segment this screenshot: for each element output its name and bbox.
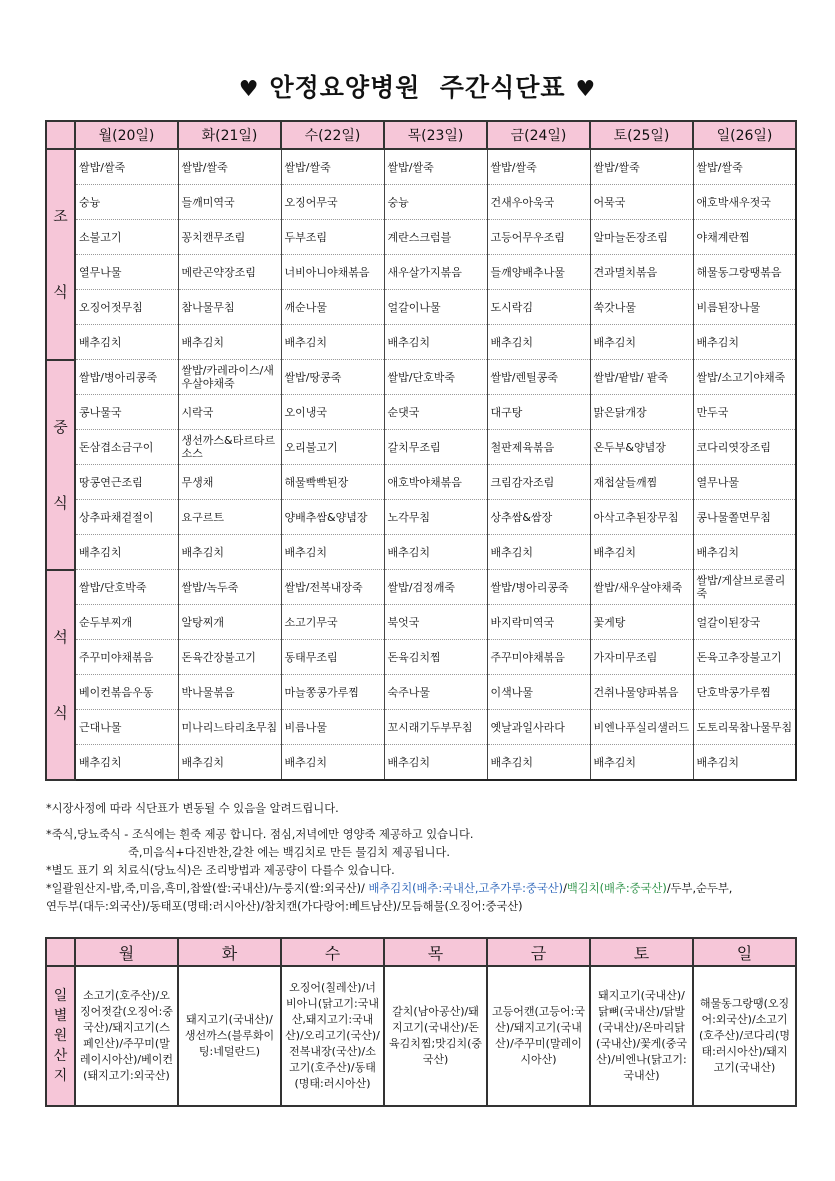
menu-item: 돈삼겹소금구이 [75, 430, 178, 465]
day-header: 목(23일) [384, 121, 487, 149]
menu-item: 숭늉 [384, 185, 487, 220]
weekly-menu-table [45, 120, 797, 781]
menu-item: 쌀밥/검정깨죽 [384, 570, 487, 605]
menu-item: 애호박야채볶음 [384, 465, 487, 500]
menu-row [46, 149, 796, 185]
menu-item: 쌀밥/병아리콩죽 [75, 360, 178, 395]
menu-item: 배추김치 [281, 325, 384, 360]
origin-day-header: 토 [590, 938, 693, 966]
menu-item: 노각무침 [384, 500, 487, 535]
menu-row [46, 430, 796, 465]
origin-cell: 오징어(칠레산)/너비아니(닭고기:국내산,돼지고기:국내산)/오리고기(국산)/전복내장(국산)/소고기(호주산)/동태(명태:러시아산) [281, 966, 384, 1106]
menu-item: 옛날과일사라다 [487, 710, 590, 745]
menu-item: 배추김치 [590, 325, 693, 360]
menu-row [46, 675, 796, 710]
menu-item: 쌀밥/새우살야채죽 [590, 570, 693, 605]
menu-item: 배추김치 [693, 535, 796, 570]
heart-icon: ♥ [238, 77, 260, 102]
menu-item: 쌀밥/게살브로콜리죽 [693, 570, 796, 605]
menu-item: 견과멸치볶음 [590, 255, 693, 290]
day-header: 수(22일) [281, 121, 384, 149]
menu-row [46, 570, 796, 605]
menu-item: 오이냉국 [281, 395, 384, 430]
origin-note-blue: 배추김치(배추:국내산,고추가루:중국산) [368, 882, 564, 895]
origin-header-row [46, 938, 796, 966]
note-line [46, 880, 806, 898]
menu-item: 박나물볶음 [178, 675, 281, 710]
menu-item: 쌀밥/쌀죽 [487, 149, 590, 185]
menu-item: 아삭고추된장무침 [590, 500, 693, 535]
note-line: 죽,미음식+다진반찬,갈찬 에는 백김치로 만든 물김치 제공됩니다. [128, 846, 450, 859]
menu-item: 배추김치 [178, 325, 281, 360]
menu-item: 배추김치 [487, 745, 590, 781]
menu-row [46, 745, 796, 781]
menu-item: 열무나물 [693, 465, 796, 500]
menu-item: 오징어젓무침 [75, 290, 178, 325]
menu-item: 오리불고기 [281, 430, 384, 465]
menu-item: 순댓국 [384, 395, 487, 430]
title-text: 안정요양병원 주간식단표 [269, 73, 566, 102]
note-line: *별도 표기 외 치료식(당뇨식)은 조리방법과 제공량이 다를수 있습니다. [46, 864, 395, 877]
menu-row [46, 605, 796, 640]
menu-item: 얼갈이나물 [384, 290, 487, 325]
menu-item: 건취나물양파볶음 [590, 675, 693, 710]
day-header: 월(20일) [75, 121, 178, 149]
menu-item: 비름된장나물 [693, 290, 796, 325]
menu-row [46, 185, 796, 220]
origin-cell: 돼지고기(국내산)/생선까스(블루화이팅:네덜란드) [178, 966, 281, 1106]
origin-cell: 고등어캔(고등어:국산)/돼지고기(국내산)/주꾸미(말레이시아산) [487, 966, 590, 1106]
menu-item: 열무나물 [75, 255, 178, 290]
menu-item: 비엔나푸실리샐러드 [590, 710, 693, 745]
page-title [0, 68, 835, 104]
menu-item: 배추김치 [693, 325, 796, 360]
menu-item: 쌀밥/소고기야채죽 [693, 360, 796, 395]
origin-note-sep: / [563, 882, 567, 895]
menu-item: 배추김치 [75, 745, 178, 781]
menu-item: 쌀밥/쌀죽 [590, 149, 693, 185]
day-header: 일(26일) [693, 121, 796, 149]
menu-item: 쌀밥/전복내장죽 [281, 570, 384, 605]
menu-item: 쌀밥/팥밥/ 팥죽 [590, 360, 693, 395]
menu-item: 가자미무조림 [590, 640, 693, 675]
menu-item: 메란곤약장조림 [178, 255, 281, 290]
origin-note-green: 백김치(배추:중국산) [566, 882, 667, 895]
menu-item: 배추김치 [281, 745, 384, 781]
menu-item: 크림감자조림 [487, 465, 590, 500]
menu-row [46, 535, 796, 570]
menu-item: 도시락김 [487, 290, 590, 325]
menu-item: 순두부찌개 [75, 605, 178, 640]
menu-item: 두부조림 [281, 220, 384, 255]
menu-item: 동태무조림 [281, 640, 384, 675]
menu-item: 배추김치 [178, 535, 281, 570]
menu-item: 쌀밥/병아리콩죽 [487, 570, 590, 605]
day-header: 토(25일) [590, 121, 693, 149]
menu-item: 해물동그랑땡볶음 [693, 255, 796, 290]
menu-item: 상추파채겉절이 [75, 500, 178, 535]
header-corner [46, 121, 75, 149]
menu-item: 고등어무우조림 [487, 220, 590, 255]
menu-item: 쌀밥/렌틸콩죽 [487, 360, 590, 395]
menu-item: 마늘쫑콩가루찜 [281, 675, 384, 710]
menu-item: 계란스크럼블 [384, 220, 487, 255]
menu-item: 배추김치 [590, 535, 693, 570]
menu-item: 건새우아욱국 [487, 185, 590, 220]
menu-item: 쌀밥/쌀죽 [693, 149, 796, 185]
origin-note-text: /두부,순두부, [666, 882, 733, 895]
menu-item: 오징어무국 [281, 185, 384, 220]
origin-note-text: *일괄원산지-밥,죽,미음,흑미,찹쌀(쌀:국내산)/누룽지(쌀:외국산)/ [46, 882, 369, 895]
menu-item: 돈육고추장불고기 [693, 640, 796, 675]
menu-item: 너비아니야채볶음 [281, 255, 384, 290]
note-line: 연두부(대두:외국산)/동태포(명태:러시아산)/참치캔(가다랑어:베트남산)/모듬해물(오징어:중국산) [46, 900, 523, 913]
menu-item: 배추김치 [384, 535, 487, 570]
menu-item: 베이컨볶음우동 [75, 675, 178, 710]
menu-item: 땅콩연근조림 [75, 465, 178, 500]
menu-item: 생선까스&타르타르소스 [178, 430, 281, 465]
menu-item: 참나물무침 [178, 290, 281, 325]
day-header: 금(24일) [487, 121, 590, 149]
origin-header-corner [46, 938, 75, 966]
menu-item: 꼬시래기두부무침 [384, 710, 487, 745]
meal-label: 중 식 [46, 360, 75, 570]
origin-day-header: 월 [75, 938, 178, 966]
meal-label: 조 식 [46, 149, 75, 360]
menu-item: 야채계란찜 [693, 220, 796, 255]
menu-item: 철판제육볶음 [487, 430, 590, 465]
menu-item: 쌀밥/단호박죽 [75, 570, 178, 605]
menu-item: 애호박새우젓국 [693, 185, 796, 220]
menu-item: 맑은닭개장 [590, 395, 693, 430]
menu-item: 알탕찌개 [178, 605, 281, 640]
menu-item: 숙주나물 [384, 675, 487, 710]
menu-item: 깨순나물 [281, 290, 384, 325]
menu-row [46, 465, 796, 500]
menu-item: 이색나물 [487, 675, 590, 710]
menu-item: 양배추쌈&양념장 [281, 500, 384, 535]
menu-item: 들깨미역국 [178, 185, 281, 220]
menu-row [46, 325, 796, 360]
day-header: 화(21일) [178, 121, 281, 149]
menu-item: 쌀밥/단호박죽 [384, 360, 487, 395]
menu-item: 쌀밥/쌀죽 [178, 149, 281, 185]
menu-item: 얼갈이된장국 [693, 605, 796, 640]
menu-item: 배추김치 [384, 745, 487, 781]
menu-item: 쌀밥/녹두죽 [178, 570, 281, 605]
menu-item: 쌀밥/카레라이스/새우살야채죽 [178, 360, 281, 395]
origin-cell: 소고기(호주산)/오징어젓갈(오징어:중국산)/돼지고기(스페인산)/주꾸미(말레이시아산)/베이컨(돼지고기:외국산) [75, 966, 178, 1106]
note-line: *시장사정에 따라 식단표가 변동될 수 있음을 알려드립니다. [46, 802, 339, 815]
menu-item: 근대나물 [75, 710, 178, 745]
menu-item: 배추김치 [178, 745, 281, 781]
menu-item: 돈육간장불고기 [178, 640, 281, 675]
menu-item: 단호박콩가루찜 [693, 675, 796, 710]
menu-item: 알마늘돈장조림 [590, 220, 693, 255]
menu-row [46, 360, 796, 395]
menu-item: 대구탕 [487, 395, 590, 430]
menu-item: 쌀밥/쌀죽 [75, 149, 178, 185]
menu-item: 배추김치 [384, 325, 487, 360]
origin-day-header: 일 [693, 938, 796, 966]
menu-item: 비름나물 [281, 710, 384, 745]
menu-item: 돈육김치찜 [384, 640, 487, 675]
menu-item: 꽁치캔무조림 [178, 220, 281, 255]
menu-item: 요구르트 [178, 500, 281, 535]
note-line: *죽식,당뇨죽식 - 조식에는 흰죽 제공 합니다. 점심,저녁에만 영양죽 제공하고 있습니다. [46, 828, 474, 841]
menu-item: 만두국 [693, 395, 796, 430]
origin-day-header: 금 [487, 938, 590, 966]
menu-item: 숭늉 [75, 185, 178, 220]
menu-item: 배추김치 [281, 535, 384, 570]
origin-day-header: 수 [281, 938, 384, 966]
origin-day-header: 화 [178, 938, 281, 966]
meal-label: 석 식 [46, 570, 75, 781]
menu-row [46, 640, 796, 675]
day-header-row [46, 121, 796, 149]
menu-item: 콩나물국 [75, 395, 178, 430]
menu-item: 미나리느타리초무침 [178, 710, 281, 745]
menu-row [46, 500, 796, 535]
menu-row [46, 395, 796, 430]
origin-row [46, 966, 796, 1106]
menu-item: 북엇국 [384, 605, 487, 640]
menu-item: 상추쌈&쌈장 [487, 500, 590, 535]
menu-item: 소불고기 [75, 220, 178, 255]
menu-item: 재첩살들깨찜 [590, 465, 693, 500]
origin-day-header: 목 [384, 938, 487, 966]
menu-item: 도토리묵참나물무침 [693, 710, 796, 745]
menu-item: 무생채 [178, 465, 281, 500]
menu-item: 소고기무국 [281, 605, 384, 640]
menu-item: 배추김치 [75, 325, 178, 360]
menu-item: 배추김치 [590, 745, 693, 781]
menu-item: 쑥갓나물 [590, 290, 693, 325]
menu-item: 갈치무조림 [384, 430, 487, 465]
origin-cell: 갈치(남아공산)/돼지고기(국내산)/돈육김치찜;맛김치(중국산) [384, 966, 487, 1106]
menu-item: 주꾸미야채볶음 [487, 640, 590, 675]
notes-section [46, 800, 806, 916]
menu-item: 어묵국 [590, 185, 693, 220]
menu-row [46, 220, 796, 255]
menu-row [46, 255, 796, 290]
menu-item: 새우살가지볶음 [384, 255, 487, 290]
menu-item: 배추김치 [75, 535, 178, 570]
origin-side-label: 일 별 원 산 지 [46, 966, 75, 1106]
menu-item: 배추김치 [693, 745, 796, 781]
heart-icon: ♥ [575, 77, 597, 102]
menu-row [46, 710, 796, 745]
menu-item: 쌀밥/쌀죽 [281, 149, 384, 185]
menu-item: 쌀밥/땅콩죽 [281, 360, 384, 395]
menu-item: 시락국 [178, 395, 281, 430]
menu-row [46, 290, 796, 325]
menu-item: 해물빡빡된장 [281, 465, 384, 500]
origin-cell: 해물동그랑땡(오징어:외국산)/소고기(호주산)/코다리(명태:러시아산)/돼지고기(국내산) [693, 966, 796, 1106]
menu-item: 배추김치 [487, 535, 590, 570]
menu-item: 쌀밥/쌀죽 [384, 149, 487, 185]
menu-item: 들깨양배추나물 [487, 255, 590, 290]
menu-item: 꽃게탕 [590, 605, 693, 640]
daily-origin-table [45, 937, 797, 1107]
menu-item: 코다리엿장조림 [693, 430, 796, 465]
origin-cell: 돼지고기(국내산)/닭뼈(국내산)/닭발(국내산)/온마리닭(국내산)/꽃게(중국산)/비엔나(닭고기:국내산) [590, 966, 693, 1106]
menu-item: 배추김치 [487, 325, 590, 360]
menu-item: 바지락미역국 [487, 605, 590, 640]
menu-item: 주꾸미야채볶음 [75, 640, 178, 675]
menu-item: 콩나물쫄면무침 [693, 500, 796, 535]
menu-item: 온두부&양념장 [590, 430, 693, 465]
